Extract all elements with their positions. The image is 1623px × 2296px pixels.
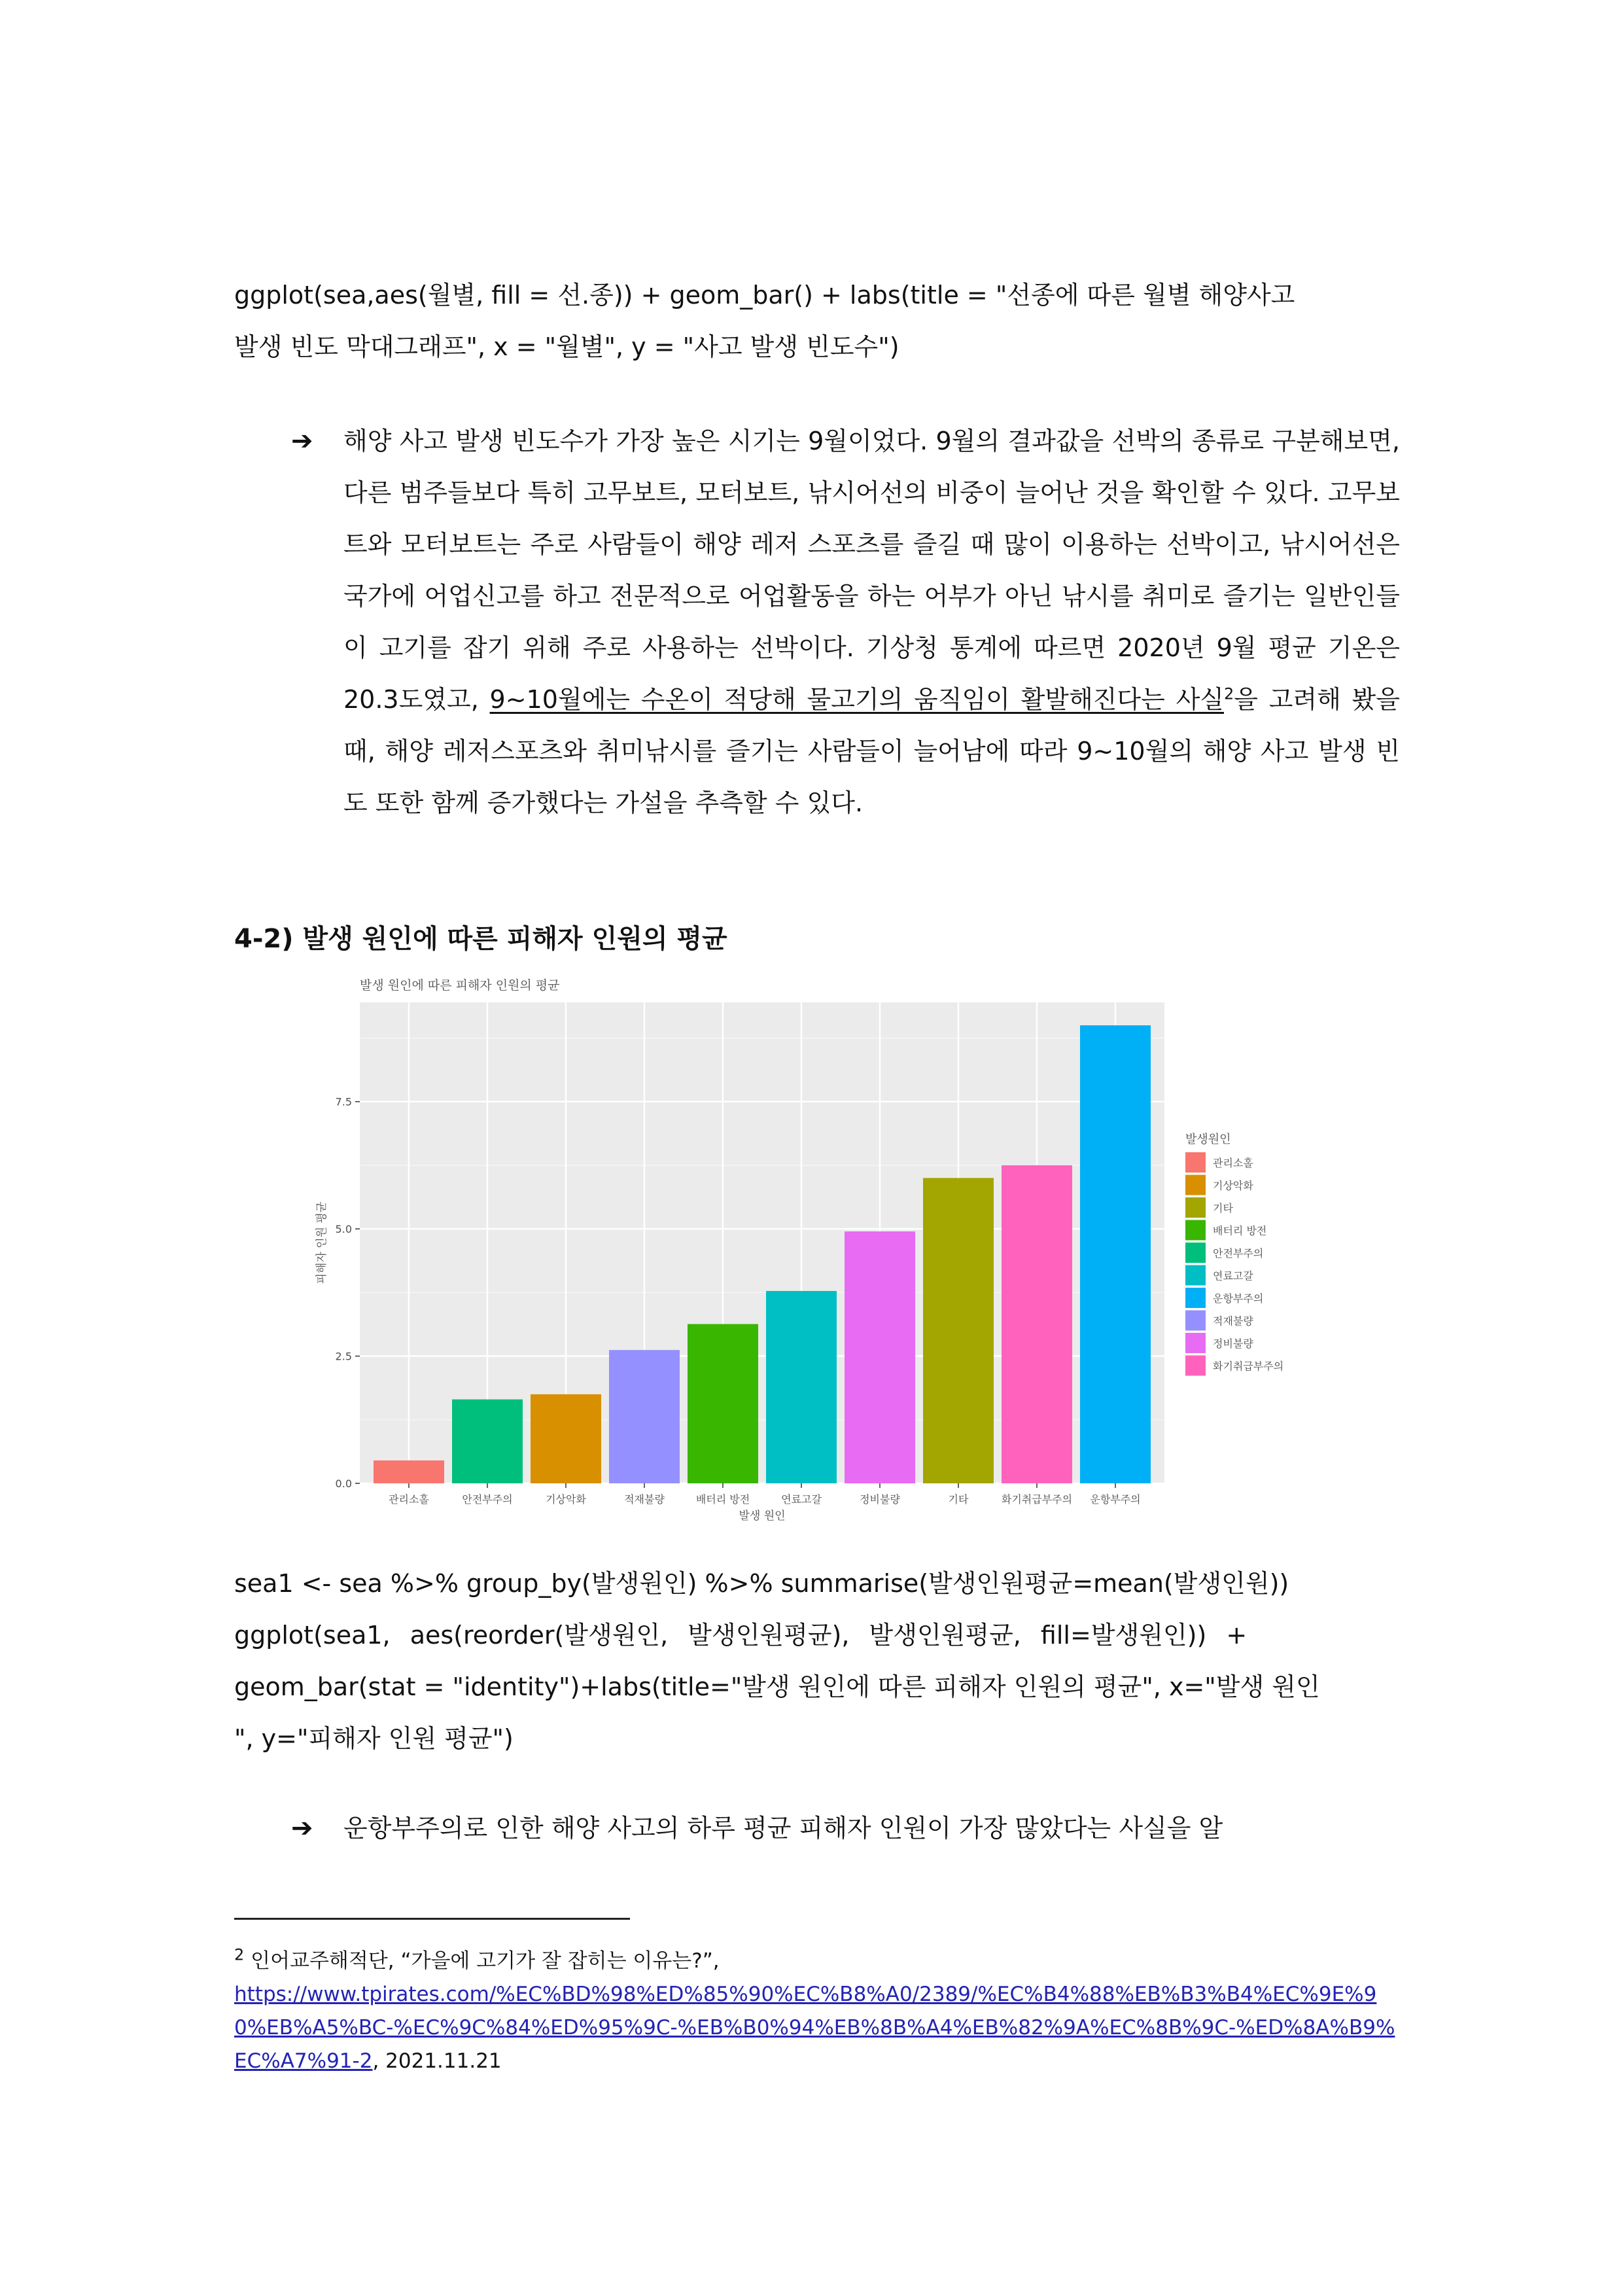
x-tick-label: 화기취급부주의: [1001, 1493, 1073, 1506]
legend-entry: 배터리 방전: [1213, 1224, 1267, 1237]
y-tick-label: 7.5: [335, 1095, 352, 1108]
legend-swatch-2: [1185, 1175, 1206, 1195]
bar-1: [374, 1460, 444, 1483]
legend-entry: 기상악화: [1213, 1179, 1253, 1192]
footnote-source-line: [234, 1945, 1400, 1978]
legend-entry: 정비불량: [1213, 1337, 1253, 1350]
x-tick-label: 적재불량: [624, 1493, 665, 1506]
arrow-bullet-icon: ➔: [291, 426, 313, 456]
legend-swatch-6: [1185, 1265, 1206, 1286]
bar-chart: [311, 970, 1292, 1549]
code-block-1: [234, 270, 1400, 373]
footnote-url-link[interactable]: https://www.tpirates.com/%EC%BD%98%ED%85%90%EC%B8%A0/2389/%EC%B4%88%EB%B3%B4%EC%9E%90%EB%A5%BC-%EC%9C%84%ED%95%9C-%EB%B0%94%EB%8B%A4%EB%82%9A%EC%8B%9C-%ED%8A%B9%EC%A7%91-2: [234, 1983, 1395, 2073]
x-axis-label: 발생 원인: [739, 1510, 786, 1523]
footnote-source: 인어교주해적단, “가을에 고기가 잘 잡히는 이유는?”,: [251, 1949, 720, 1973]
bar-2: [452, 1400, 523, 1483]
legend-entry: 적재불량: [1213, 1315, 1253, 1328]
legend-entry: 관리소홀: [1213, 1157, 1253, 1169]
legend-swatch-10: [1185, 1356, 1206, 1376]
analysis-text-tail: 을 고려해 봤을 때, 해양 레저스포츠와 취미낚시를 즐기는 사람들이 늘어남에 따라 9~10월의 해양 사고 발생 빈도 또한 함께 증가했다는 가설을 추측할 수 있다.: [343, 685, 1400, 817]
y-tick-label: 2.5: [335, 1350, 352, 1363]
x-tick-label: 정비불량: [860, 1493, 900, 1506]
analysis-paragraph-1: [343, 415, 1400, 829]
code-line-text: ggplot(sea1, aes(reorder(발생원인, 발생인원평균), 발생인원평균, fill=발생원인)) +: [234, 1621, 1248, 1650]
legend-title: 발생원인: [1185, 1133, 1231, 1146]
bar-9: [1002, 1165, 1072, 1483]
footnote-number: 2: [234, 1945, 245, 1964]
underlined-claim: 9~10월에는 수온이 적당해 물고기의 움직임이 활발해진다는 사실: [489, 685, 1224, 714]
code-line: 발생 빈도 막대그래프", x = "월별", y = "사고 발생 빈도수"): [234, 332, 899, 361]
footnote-ref[interactable]: 2: [1223, 684, 1234, 703]
footnote-divider: [234, 1918, 630, 1920]
x-tick-label: 배터리 방전: [695, 1493, 750, 1506]
bar-10: [1080, 1025, 1151, 1483]
legend-swatch-5: [1185, 1243, 1206, 1263]
code-line: [234, 1610, 1400, 1661]
y-axis-label: 피해자 인원 평균: [315, 1201, 328, 1284]
bar-4: [609, 1350, 680, 1483]
legend-entry: 운항부주의: [1213, 1292, 1264, 1305]
analysis-text: 해양 사고 발생 빈도수가 가장 높은 시기는 9월이었다. 9월의 결과값을 선박의 종류로 구분해보면, 다른 범주들보다 특히 고무보트, 모터보트, 낚시어선의 비중이 늘어난 것을 확인할 수 있다. 고무보트와 모터보트는 주로 사람들이 해양 레저 스포츠를 즐길 때 많이 이용하는 선박이고, 낚시어선은 국가에 어업신고를 하고 전문적으로 어업활동을 하는 어부가 아닌 낚시를 취미로 즐기는 일반인들이 고기를 잡기 위해 주로 사용하는 선박이다. 기상청 통계에 따르면 2020년 9월 평균 기온은 20.3도였고,: [343, 427, 1400, 714]
legend-entry: 화기취급부주의: [1213, 1360, 1284, 1373]
x-tick-label: 기타: [948, 1493, 969, 1506]
code-line: ggplot(sea,aes(월별, fill = 선.종)) + geom_bar() + labs(title = "선종에 따른 월별 해양사고: [234, 281, 1295, 309]
section-heading: 4-2) 발생 원인에 따른 피해자 인원의 평균: [234, 924, 727, 954]
bar-8: [923, 1178, 994, 1483]
arrow-bullet-icon: ➔: [291, 1813, 313, 1843]
bar-3: [531, 1394, 601, 1483]
x-tick-label: 기상악화: [546, 1493, 586, 1506]
chart-title: 발생 원인에 따른 피해자 인원의 평균: [360, 978, 560, 993]
legend-swatch-7: [1185, 1288, 1206, 1308]
legend-entry: 기타: [1213, 1202, 1233, 1214]
code-line: geom_bar(stat = "identity")+labs(title="발생 원인에 따른 피해자 인원의 평균", x="발생 원인: [234, 1672, 1320, 1701]
bar-5: [688, 1324, 758, 1483]
x-tick-label: 관리소홀: [389, 1493, 429, 1506]
bar-7: [845, 1231, 915, 1483]
x-tick-label: 운항부주의: [1090, 1493, 1141, 1506]
y-tick-label: 5.0: [335, 1223, 352, 1236]
code-block-2: [234, 1558, 1400, 1765]
legend-entry: 연료고갈: [1213, 1269, 1253, 1282]
legend-swatch-3: [1185, 1197, 1206, 1218]
bar-6: [766, 1291, 837, 1483]
footnote-date: , 2021.11.21: [372, 2049, 502, 2073]
legend-entry: 안전부주의: [1213, 1247, 1264, 1260]
legend-swatch-4: [1185, 1220, 1206, 1241]
x-tick-label: 연료고갈: [781, 1493, 822, 1506]
code-line: sea1 <- sea %>% group_by(발생원인) %>% summarise(발생인원평균=mean(발생인원)): [234, 1569, 1289, 1598]
legend-swatch-1: [1185, 1152, 1206, 1173]
x-tick-label: 안전부주의: [462, 1493, 513, 1506]
y-tick-label: 0.0: [335, 1477, 352, 1490]
code-line: ", y="피해자 인원 평균"): [234, 1724, 514, 1753]
footnote-link-line: [234, 1978, 1400, 2078]
legend-swatch-9: [1185, 1333, 1206, 1353]
footnote: [234, 1945, 1400, 2078]
analysis-paragraph-2: 운항부주의로 인한 해양 사고의 하루 평균 피해자 인원이 가장 많았다는 사실을 알: [343, 1814, 1223, 1843]
legend-swatch-8: [1185, 1311, 1206, 1331]
